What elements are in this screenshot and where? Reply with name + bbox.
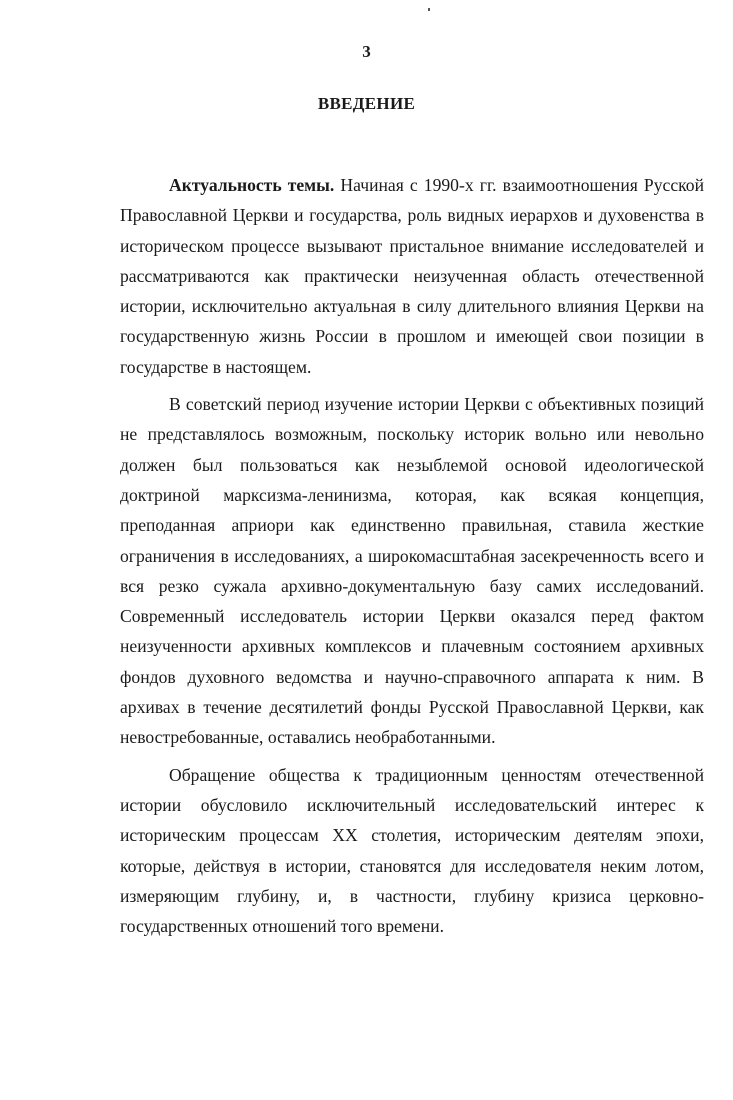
scan-speck [428, 8, 430, 11]
paragraph-text: Начиная с 1990-х гг. взаимоотношения Русской Православной Церкви и государства, роль видных иерархов и духовенства в историческом процессе вызывают пристальное внимание исследователей и рассматриваются как практически неизученная область отечественной истории, исключительно актуальная в силу длительного влияния Церкви на государственную жизнь России в прошлом и имеющей свои позиции в государстве в настоящем. [120, 175, 704, 377]
paragraph-traditional-values [120, 760, 704, 942]
paragraph-text: В советский период изучение истории Церкви с объективных позиций не представлялось возможным, поскольку историк вольно или невольно должен был пользоваться как незыблемой основой идеологической доктриной марксизма-ленинизма, которая, как всякая концепция, преподанная априори как единственно правильная, ставила жесткие ограничения в исследованиях, а широкомасштабная засекреченность всего и вся резко сужала архивно-документальную базу самих исследований. Современный исследователь истории Церкви оказался перед фактом неизученности архивных комплексов и плачевным состоянием архивных фондов духовного ведомства и научно-справочного аппарата к ним. В архивах в течение десятилетий фонды Русской Православной Церкви, как невостребованные, оставались необработанными. [120, 394, 704, 748]
section-heading: ВВЕДЕНИЕ [317, 94, 416, 113]
paragraph-lead-term: Актуальность темы. [169, 175, 335, 195]
paragraph-soviet-period [120, 389, 704, 753]
page-number: 3 [362, 42, 371, 61]
body-text [120, 170, 704, 948]
paragraph-relevance [120, 170, 704, 382]
paragraph-text: Обращение общества к традиционным ценностям отечественной истории обусловило исключительный исследовательский интерес к историческим процессам XX столетия, историческим деятелям эпохи, которые, действуя в истории, становятся для исследователя неким лотом, измеряющим глубину, и, в частности, глубину кризиса церковно-государственных отношений того времени. [120, 764, 704, 937]
